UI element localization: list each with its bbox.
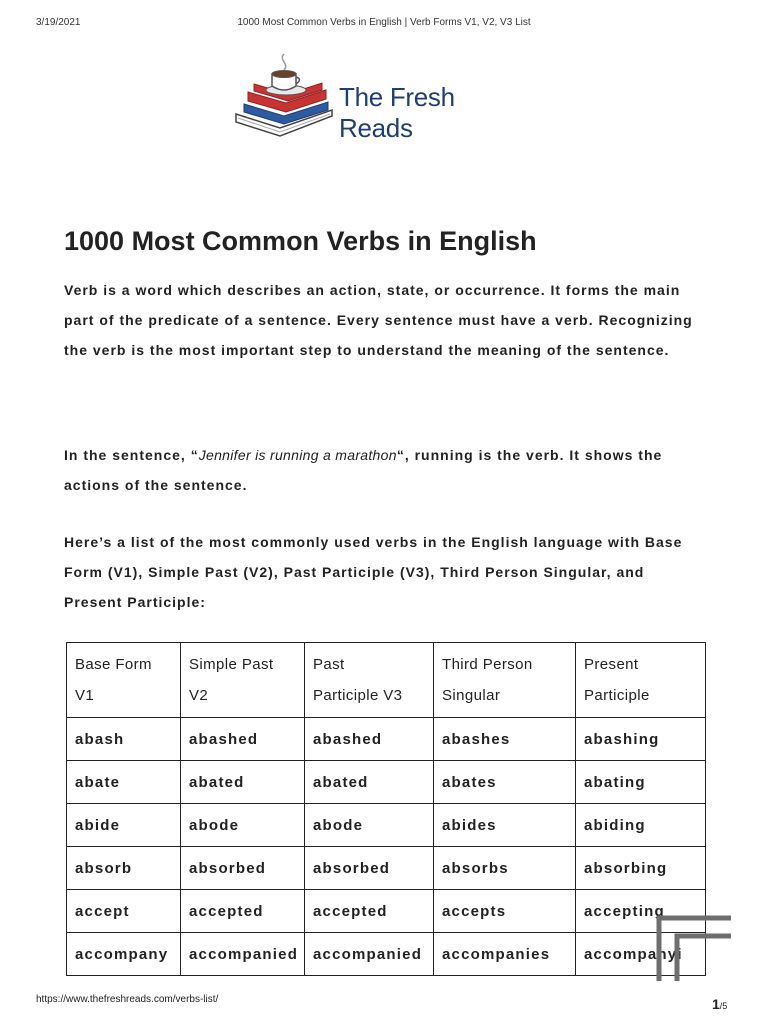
table-cell: abashes (434, 718, 576, 761)
column-header: Simple Past V2 (181, 643, 305, 718)
table-cell: abate (67, 761, 181, 804)
table-cell: abode (305, 804, 434, 847)
books-coffee-cup-icon (232, 52, 337, 144)
page-number: 1/5 (712, 996, 728, 1012)
table-cell: abated (305, 761, 434, 804)
table-cell: accompanied (305, 933, 434, 976)
table-cell: absorbed (181, 847, 305, 890)
table-cell: abashing (576, 718, 706, 761)
table-cell: abide (67, 804, 181, 847)
table-cell: accompanyi (576, 933, 706, 976)
column-header: Third Person Singular (434, 643, 576, 718)
article-title: 1000 Most Common Verbs in English (64, 226, 537, 256)
table-cell: abating (576, 761, 706, 804)
list-intro-paragraph: Here’s a list of the most commonly used verbs in the English language with Base Form (V1), Simple Past (V2), Past Participle (V3), Third Person Singular, and Present Participle: (64, 534, 683, 610)
table-cell: absorbing (576, 847, 706, 890)
example-quote: Jennifer is running a marathon (198, 447, 397, 463)
print-page-title: 1000 Most Common Verbs in English | Verb Forms V1, V2, V3 List (237, 17, 531, 28)
table-cell: accompany (67, 933, 181, 976)
intro-paragraph: Verb is a word which describes an action, state, or occurrence. It forms the main part of the predicate of a sentence. Every sentence must have a verb. Recognizing the verb is the most important step to understand the meaning of the sentence. (64, 282, 693, 358)
example-suffix: “, running is the verb. It shows the actions of the sentence. (64, 447, 663, 493)
table-cell: abashed (305, 718, 434, 761)
column-header: Past Participle V3 (305, 643, 434, 718)
table-cell: accepted (305, 890, 434, 933)
table-cell: accept (67, 890, 181, 933)
table-cell: abashed (181, 718, 305, 761)
table-cell: abides (434, 804, 576, 847)
table-row (67, 847, 706, 890)
table-cell: accepts (434, 890, 576, 933)
table-row (67, 718, 706, 761)
table-cell: abash (67, 718, 181, 761)
table-cell: abiding (576, 804, 706, 847)
column-header: Present Participle (576, 643, 706, 718)
site-logo[interactable] (232, 52, 532, 144)
table-cell: abode (181, 804, 305, 847)
table-row (67, 804, 706, 847)
print-footer-url[interactable]: https://www.thefreshreads.com/verbs-list/ (36, 994, 219, 1005)
table-cell: accepted (181, 890, 305, 933)
table-row (67, 761, 706, 804)
table-header-row (67, 643, 706, 718)
table-cell: accompanied (181, 933, 305, 976)
table-cell: absorb (67, 847, 181, 890)
brand-name: The Fresh Reads (339, 82, 455, 143)
print-date: 3/19/2021 (36, 17, 81, 28)
table-cell: abates (434, 761, 576, 804)
table-cell: absorbed (305, 847, 434, 890)
table-cell: abated (181, 761, 305, 804)
column-header: Base Form V1 (67, 643, 181, 718)
table-cell: accompanies (434, 933, 576, 976)
verb-forms-table (66, 642, 706, 976)
example-paragraph (64, 440, 704, 500)
table-row (67, 933, 706, 976)
example-prefix: In the sentence, “ (64, 447, 199, 463)
table-cell: accepting (576, 890, 706, 933)
table-cell: absorbs (434, 847, 576, 890)
table-row (67, 890, 706, 933)
